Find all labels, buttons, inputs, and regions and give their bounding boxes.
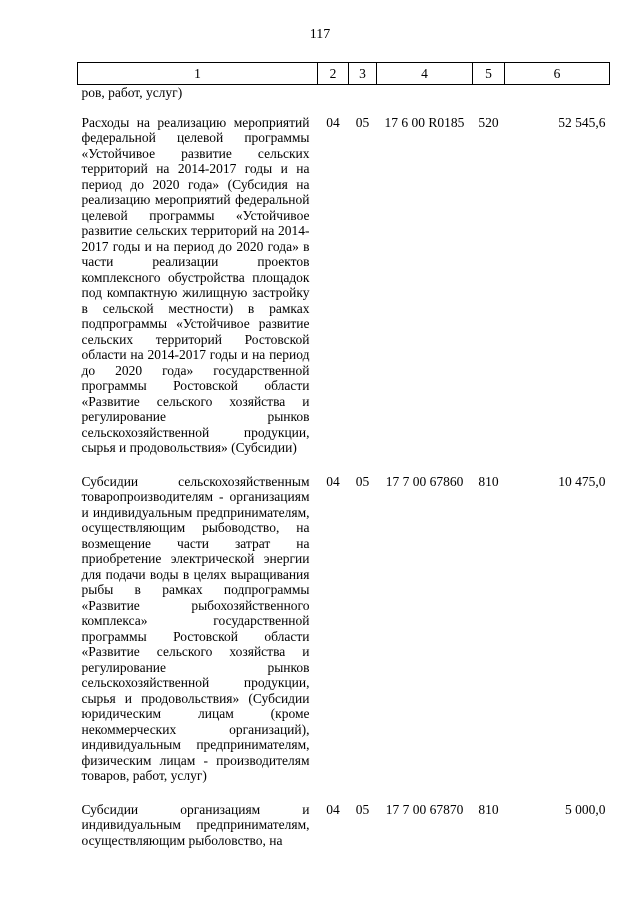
row-subsection: 05 <box>355 473 370 489</box>
row-section: 04 <box>326 473 340 489</box>
table-row <box>78 101 610 460</box>
column-number: 2 <box>318 63 349 85</box>
table-header-row <box>78 63 610 85</box>
row-amount: 5 000,0 <box>565 801 606 817</box>
continuation-text: ров, работ, услуг) <box>81 85 183 100</box>
row-target-article: 17 7 00 67860 <box>385 473 464 489</box>
column-number: 4 <box>377 63 473 85</box>
row-subsection: 05 <box>355 114 370 130</box>
column-number: 5 <box>473 63 505 85</box>
column-number: 1 <box>78 63 318 85</box>
row-expense-type: 810 <box>478 473 499 489</box>
column-number: 6 <box>505 63 610 85</box>
table-row <box>78 788 610 853</box>
row-section: 04 <box>326 114 340 130</box>
table-row <box>78 460 610 788</box>
row-amount: 10 475,0 <box>558 473 606 489</box>
row-expense-type: 810 <box>478 801 499 817</box>
row-target-article: 17 6 00 R0185 <box>384 114 465 130</box>
column-number: 3 <box>349 63 377 85</box>
continuation-row <box>78 85 610 101</box>
row-description: Расходы на реализацию мероприятий федеральной целевой программы «Устойчивое развитие сельских территорий на 2014-2017 годы и на период до 2020 года» (Субсидия на реализацию мероприятий федеральной целевой программы «Устойчивое развитие сельских территорий на 2014-2017 годы и на период до 2020 года» в части реализации проектов комплексного обустройства площадок под компактную жилищную застройку в сельской местности) в рамках подпрограммы «Устойчивое развитие сельских территорий Ростовской области на 2014-2017 годы и на период до 2020 года» государственной программы Ростовской области «Развитие сельского хозяйства и регулирование рынков сельскохозяйственной продукции, сырья и продовольствия» (Субсидии) <box>81 114 310 455</box>
row-target-article: 17 7 00 67870 <box>385 801 464 817</box>
row-amount: 52 545,6 <box>558 114 606 130</box>
row-description: Субсидии сельскохозяйственным товаропроизводителям - организациям и индивидуальным предпринимателям, осуществляющим рыбоводство, на возмещение части затрат на приобретение электрической энергии для подачи воды в целях выращивания рыбы в рамках подпрограммы «Развитие рыбохозяйственного комплекса» государственной программы Ростовской области «Развитие сельского хозяйства и регулирование рынков сельскохозяйственной продукции, сырья и продовольствия» (Субсидии юридическим лицам (кроме некоммерческих организаций), индивидуальным предпринимателям, физическим лицам - производителям товаров, работ, услуг) <box>81 473 310 783</box>
page-number: 117 <box>309 27 331 42</box>
row-subsection: 05 <box>355 801 370 817</box>
row-description: Субсидии организациям и индивидуальным предпринимателям, осуществляющим рыболовство, на <box>81 801 310 848</box>
row-section: 04 <box>326 801 340 817</box>
budget-table <box>77 62 610 852</box>
row-expense-type: 520 <box>478 114 499 130</box>
